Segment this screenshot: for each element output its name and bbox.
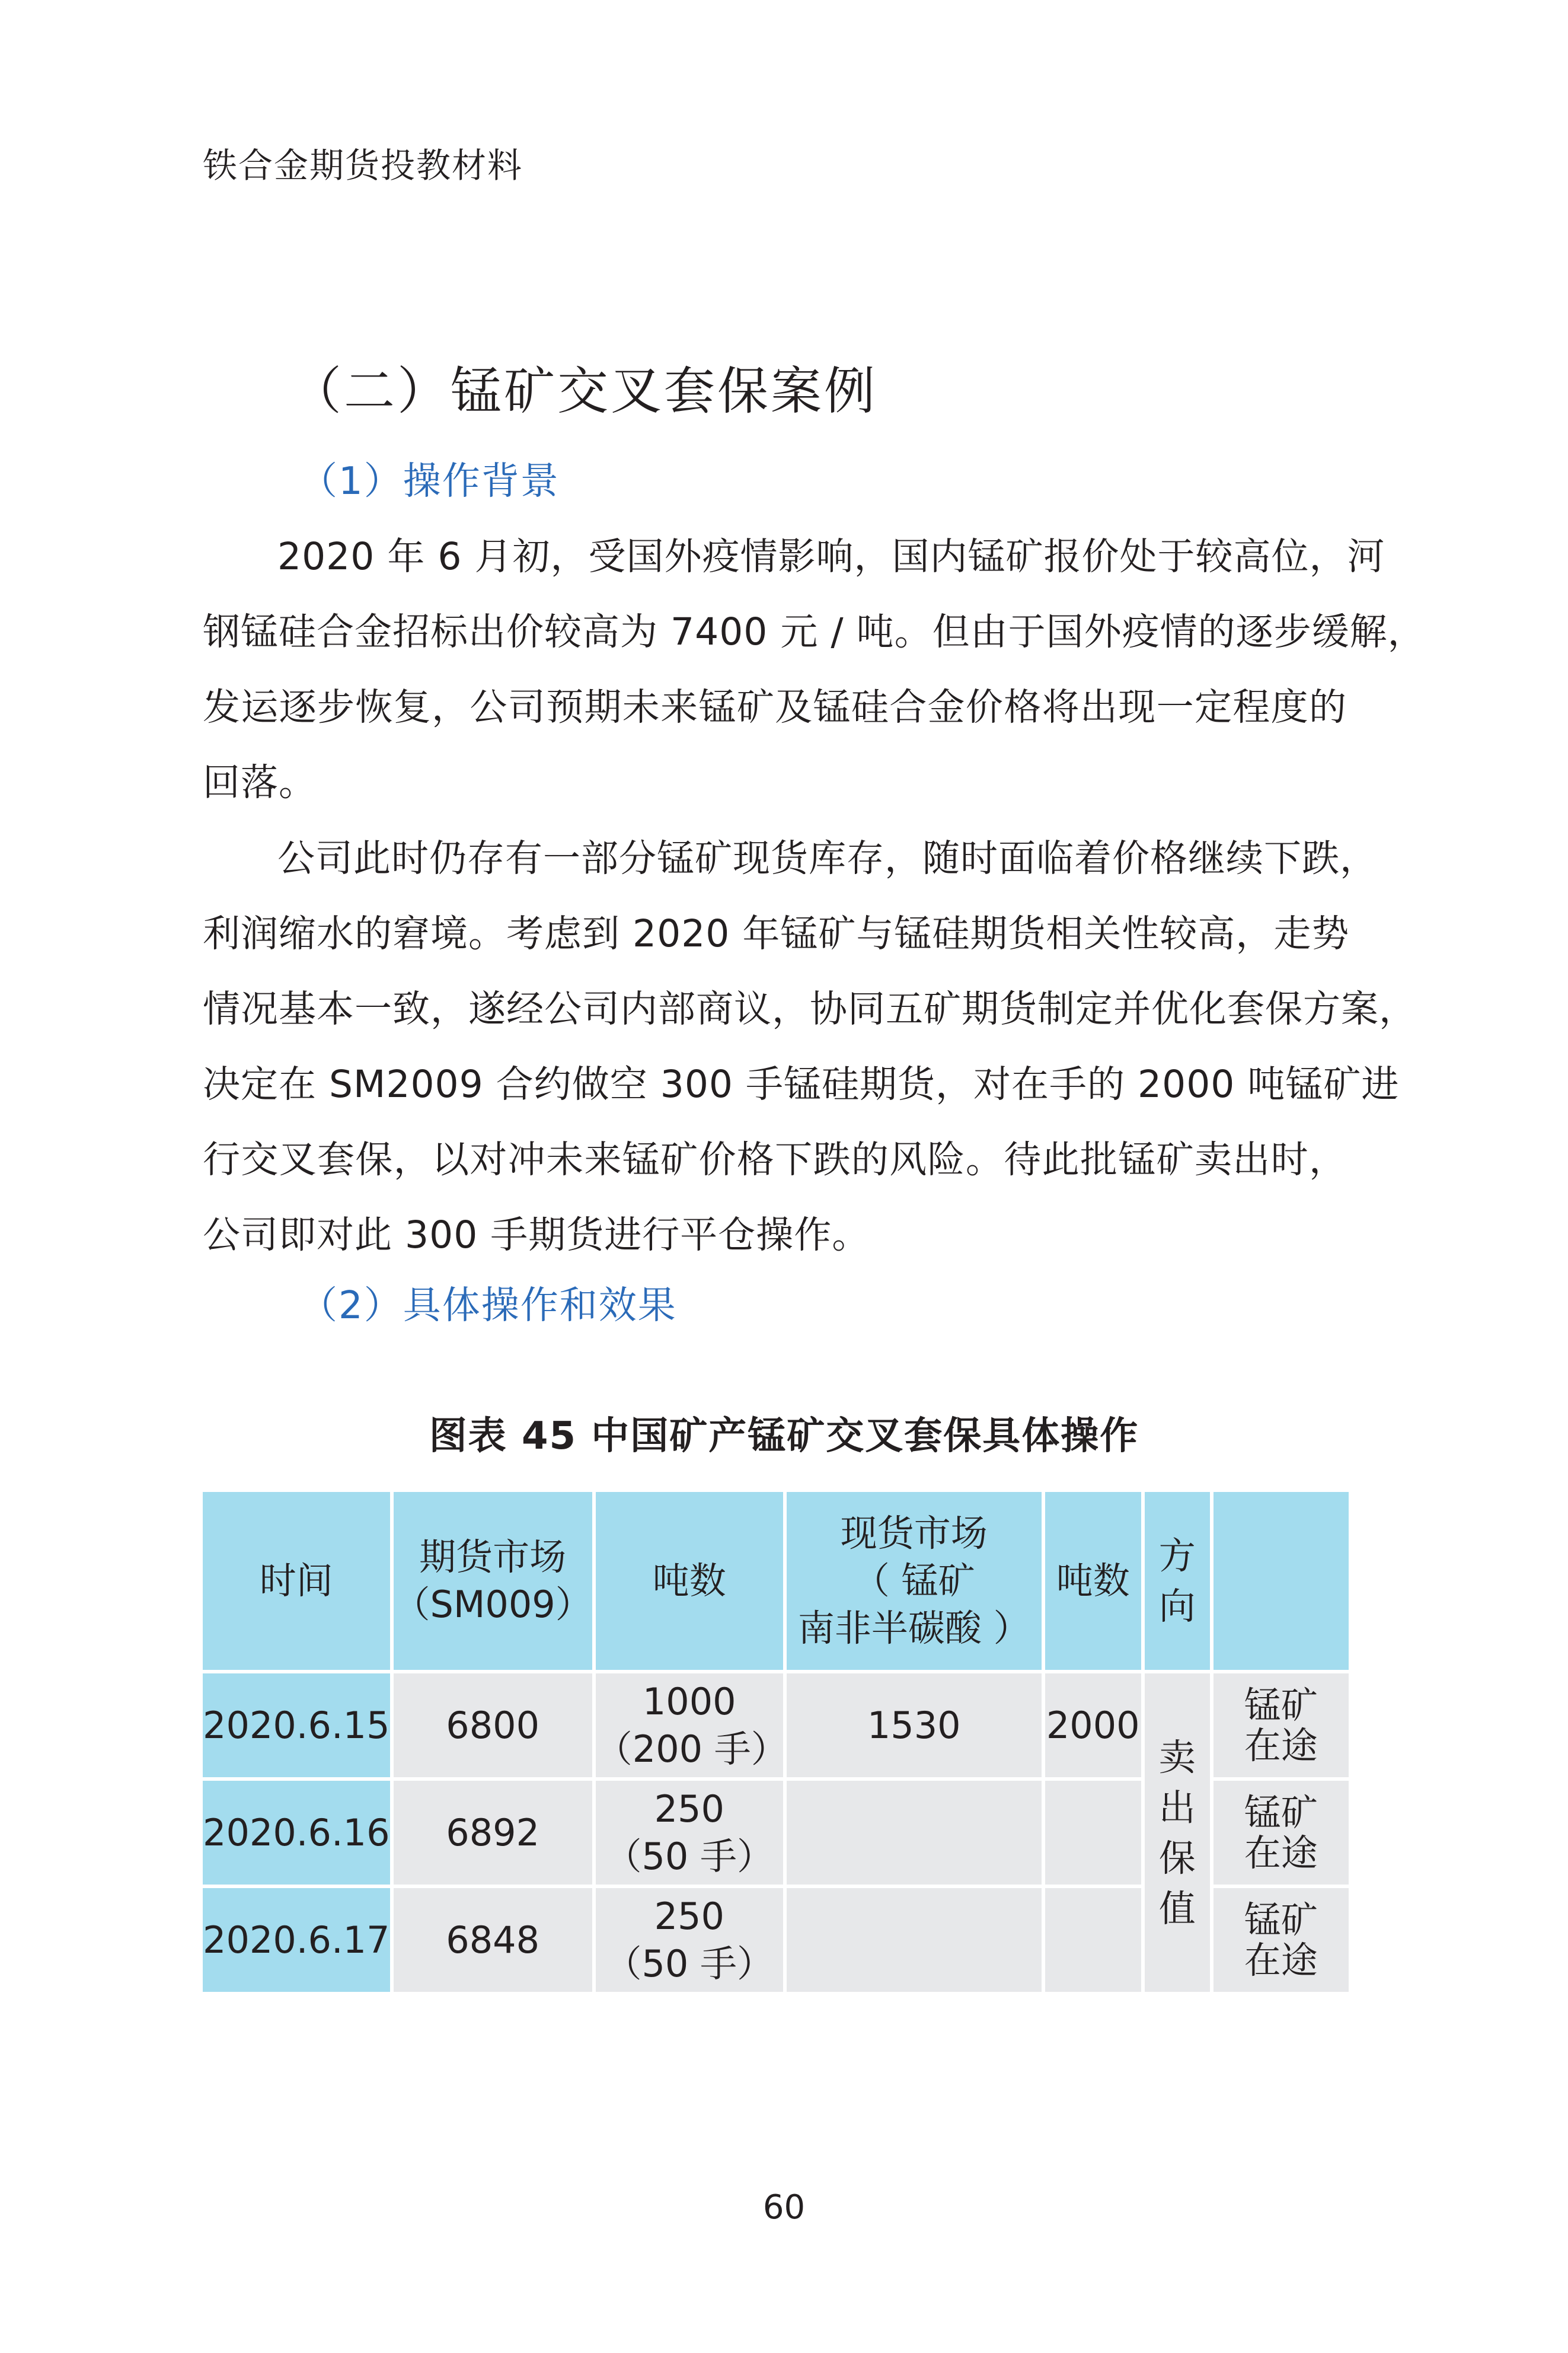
paragraph-line: 利润缩水的窘境。考虑到 2020 年锰矿与锰硅期货相关性较高，走势 [203,912,1350,955]
paragraph-line: 公司即对此 300 手期货进行平仓操作。 [203,1213,870,1257]
header-tons: 吨数 [596,1492,783,1670]
header-spot-line: 南非半碳酸 ） [797,1606,1030,1650]
subsection-operation-title: （2）具体操作和效果 [299,1284,677,1328]
cell-direction-merged [1145,1673,1210,1992]
cell-note [1213,1781,1349,1885]
paragraph-background [203,519,1426,820]
cell-date: 2020.6.16 [203,1781,390,1885]
paragraph-line: 发运逐步恢复，公司预期未来锰矿及锰硅合金价格将出现一定程度的 [203,686,1347,729]
header-direction [1145,1492,1210,1670]
cell-note [1213,1673,1349,1777]
cell-tons-lots: （50 手） [605,1941,774,1985]
note-line: 在途 [1244,1723,1318,1767]
cell-tons-amount: 250 [654,1787,724,1831]
paragraph-line: 2020 年 6 月初，受国外疫情影响，国内锰矿报价处于较高位，河 [277,535,1385,578]
cell-futures-price: 6800 [394,1673,592,1777]
note-line: 锰矿 [1244,1898,1318,1941]
header-time: 时间 [203,1492,390,1670]
paragraph-line: 钢锰硅合金招标出价较高为 7400 元 / 吨。但由于国外疫情的逐步缓解， [203,610,1426,653]
header-futures-market [394,1492,592,1670]
paragraph-line: 回落。 [203,761,317,804]
running-header: 铁合金期货投教材料 [203,145,523,186]
header-note [1213,1492,1349,1670]
direction-char: 保 [1158,1836,1196,1880]
cell-date: 2020.6.15 [203,1673,390,1777]
paragraph-line: 决定在 SM2009 合约做空 300 手锰硅期货，对在手的 2000 吨锰矿进 [203,1063,1400,1106]
table-header-row [203,1492,1349,1670]
cell-tons-amount: 1000 [642,1679,736,1723]
cell-spot-tons: 2000 [1045,1673,1141,1777]
note-line: 在途 [1244,1831,1318,1874]
paragraph-inventory [203,821,1417,1273]
header-spot-line: 现货市场 [840,1512,988,1555]
cell-tons [596,1781,783,1885]
direction-char: 出 [1158,1786,1196,1829]
cell-tons-amount: 250 [654,1894,724,1938]
hedge-operations-table [199,1488,1352,1995]
table-row [203,1673,1349,1777]
cell-spot-price: 1530 [787,1673,1042,1777]
cell-spot-price [787,1888,1042,1992]
header-direction-char: 方 [1158,1534,1196,1577]
cell-note [1213,1888,1349,1992]
table-caption: 图表 45 中国矿产锰矿交叉套保具体操作 [429,1414,1139,1458]
cell-tons [595,1673,788,1777]
cell-spot-price [787,1781,1042,1885]
cell-date: 2020.6.17 [203,1888,390,1992]
direction-char: 值 [1158,1886,1196,1930]
cell-spot-tons [1045,1888,1141,1992]
cell-tons-lots: （50 手） [605,1834,774,1878]
cell-tons [596,1888,783,1992]
header-spot-market [787,1492,1042,1670]
subsection-background-title: （1）操作背景 [299,460,560,503]
paragraph-line: 公司此时仍存有一部分锰矿现货库存，随时面临着价格继续下跌， [277,837,1378,880]
cell-tons-lots: （200 手） [595,1727,788,1771]
header-tons-spot: 吨数 [1045,1492,1141,1670]
note-line: 锰矿 [1244,1683,1318,1727]
header-futures-line: （SM009） [393,1583,592,1626]
direction-char: 卖 [1158,1735,1196,1779]
cell-futures-price: 6892 [394,1781,592,1885]
paragraph-line: 行交叉套保，以对冲未来锰矿价格下跌的风险。待此批锰矿卖出时， [203,1138,1347,1181]
section-title: （二）锰矿交叉套保案例 [290,362,877,421]
cell-spot-tons [1045,1781,1141,1885]
note-line: 在途 [1244,1938,1318,1982]
page-number: 60 [762,2188,806,2227]
note-line: 锰矿 [1244,1790,1318,1834]
header-spot-line: （ 锰矿 [852,1559,975,1602]
cell-futures-price: 6848 [394,1888,592,1992]
paragraph-line: 情况基本一致，遂经公司内部商议，协同五矿期货制定并优化套保方案， [203,987,1417,1031]
header-futures-line: 期货市场 [419,1535,567,1579]
header-direction-char: 向 [1158,1584,1196,1628]
